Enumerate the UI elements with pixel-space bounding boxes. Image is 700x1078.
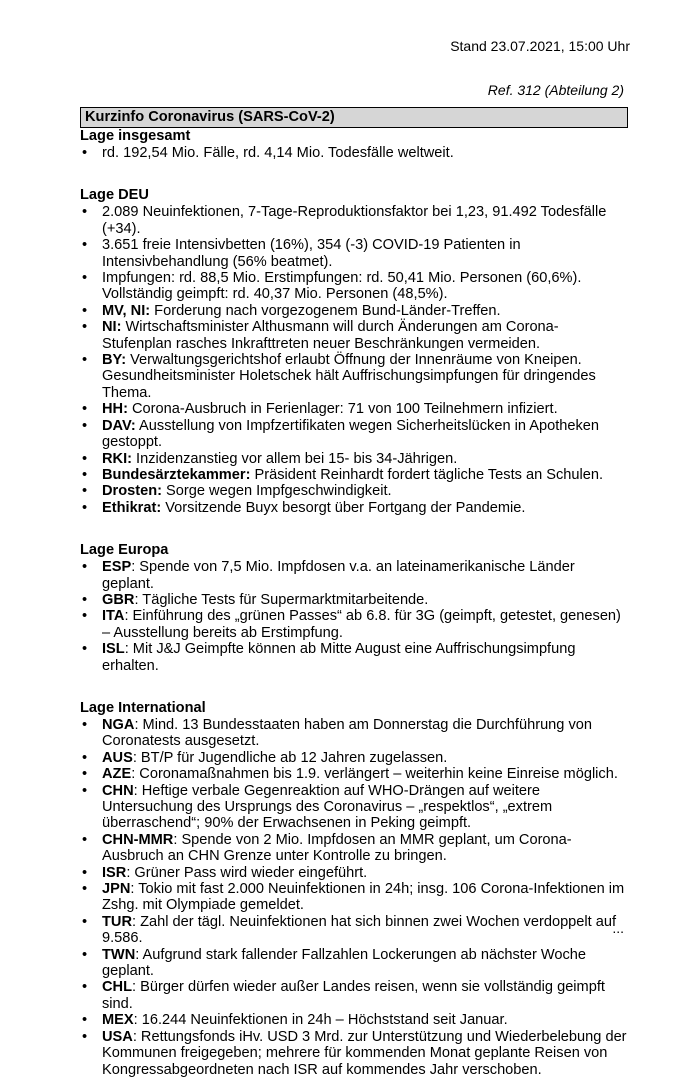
bullet-icon: •: [82, 466, 88, 483]
list-item: [80, 467, 628, 483]
bullet-icon: •: [82, 749, 88, 766]
bullet-icon: •: [82, 864, 88, 881]
item-text: : Spende von 2 Mio. Impfdosen an MMR geplant, um Corona-Ausbruch an CHN Grenze unter Kontrolle zu bringen.: [102, 831, 572, 865]
item-key: USA: [102, 1028, 133, 1045]
bullet-icon: •: [82, 483, 88, 500]
list-item: [80, 783, 628, 832]
bullet-icon: •: [82, 591, 88, 608]
section-heading: Lage insgesamt: [80, 128, 191, 144]
list-item: [80, 865, 628, 881]
item-text: : Heftige verbale Gegenreaktion auf WHO-Drängen auf weitere Untersuchung des Ursprungs des Coronavirus – „respektlos“, „extrem überraschend“; 90% der Erwachsenen in Peking geimpft.: [102, 782, 553, 832]
bullet-icon: •: [82, 204, 88, 221]
bullet-icon: •: [82, 352, 88, 369]
item-text: Corona-Ausbruch in Ferienlager: 71 von 100 Teilnehmern infiziert.: [127, 401, 558, 418]
continuation-marker: ...: [612, 920, 624, 936]
bullet-list: [80, 717, 628, 1078]
item-text: Präsident Reinhardt fordert tägliche Tests an Schulen.: [250, 466, 604, 483]
item-key: ISL: [102, 641, 125, 658]
list-item: [80, 303, 628, 319]
list-item: [80, 914, 628, 947]
bullet-icon: •: [82, 1028, 88, 1045]
item-text: : Aufgrund stark fallender Fallzahlen Lockerungen ab nächster Woche geplant.: [102, 946, 587, 980]
section: [80, 187, 628, 516]
bullet-icon: •: [82, 450, 88, 467]
bullet-icon: •: [82, 401, 88, 418]
section-heading: Lage International: [80, 699, 206, 716]
bullet-icon: •: [82, 979, 88, 996]
item-key: ITA: [102, 608, 125, 625]
bullet-icon: •: [82, 913, 88, 930]
item-text: : Tägliche Tests für Supermarktmitarbeitende.: [134, 591, 429, 608]
list-item: [80, 832, 628, 865]
section-heading: Lage DEU: [80, 187, 149, 204]
item-key: CHN-MMR: [102, 831, 174, 848]
item-text: Vorsitzende Buyx besorgt über Fortgang der Pandemie.: [161, 499, 526, 516]
item-text: : Coronamaßnahmen bis 1.9. verlängert – weiterhin keine Einreise möglich.: [131, 766, 618, 783]
list-item: [80, 319, 628, 352]
item-text: 3.651 freie Intensivbetten (16%), 354 (-3) COVID-19 Patienten in Intensivbehandlung (56% beatmet).: [102, 237, 521, 270]
item-key: AUS: [102, 749, 133, 766]
list-item: [80, 717, 628, 750]
section-spacer: [80, 516, 628, 542]
item-text: Wirtschaftsminister Althusmann will durch Änderungen am Corona-Stufenplan rasches Inkrafttreten neuer Beschränkungen vermeiden.: [102, 319, 559, 352]
item-text: : Spende von 7,5 Mio. Impfdosen v.a. an lateinamerikanische Länder geplant.: [102, 559, 575, 592]
bullet-icon: •: [82, 302, 88, 319]
list-item: [80, 947, 628, 980]
list-item: [80, 483, 628, 499]
bullet-list: [80, 204, 628, 516]
item-text: : 16.244 Neuinfektionen in 24h – Höchststand seit Januar.: [133, 1012, 508, 1029]
bullet-list: [80, 145, 628, 161]
reference-label: Ref. 312 (Abteilung 2): [487, 82, 624, 98]
list-item: [80, 352, 628, 401]
section: [80, 128, 628, 161]
item-key: TWN: [102, 946, 136, 963]
item-key: DAV:: [102, 417, 136, 434]
bullet-icon: •: [82, 831, 88, 848]
section-spacer: [80, 161, 628, 187]
list-item: [80, 237, 628, 270]
item-key: Ethikrat:: [102, 499, 162, 516]
list-item: [80, 145, 628, 161]
bullet-icon: •: [82, 145, 88, 161]
list-item: [80, 750, 628, 766]
item-text: : Einführung des „grünen Passes“ ab 6.8. für 3G (geimpft, getestet, genesen) – Ausstellung bereits ab Erstimpfung.: [102, 608, 621, 641]
document-body: [80, 107, 628, 1078]
item-key: Drosten:: [102, 483, 162, 500]
bullet-icon: •: [82, 1012, 88, 1029]
bullet-icon: •: [82, 946, 88, 963]
bullet-icon: •: [82, 270, 88, 287]
list-item: [80, 766, 628, 782]
item-text: 2.089 Neuinfektionen, 7-Tage-Reproduktionsfaktor bei 1,23, 91.492 Todesfälle (+34).: [102, 204, 607, 237]
item-key: ISR: [102, 864, 127, 881]
item-key: ESP: [102, 559, 132, 576]
item-text: Inzidenzanstieg vor allem bei 15- bis 34-Jährigen.: [132, 450, 458, 467]
section-heading: Lage Europa: [80, 542, 169, 559]
list-item: [80, 500, 628, 516]
bullet-icon: •: [82, 782, 88, 799]
list-item: [80, 1012, 628, 1028]
bullet-icon: •: [82, 499, 88, 516]
item-key: BY:: [102, 352, 127, 369]
item-key: Bundesärztekammer:: [102, 466, 251, 483]
item-text: : Tokio mit fast 2.000 Neuinfektionen in 24h; insg. 106 Corona-Infektionen im Zshg. mit Olympiade gemeldet.: [102, 881, 625, 914]
item-key: GBR: [102, 591, 135, 608]
item-text: Verwaltungsgerichtshof erlaubt Öffnung der Innenräume von Kneipen. Gesundheitsminister Holetschek hält Auffrischungsimpfungen für dringendes Thema.: [102, 352, 596, 401]
bullet-icon: •: [82, 641, 88, 658]
stand-date: Stand 23.07.2021, 15:00 Uhr: [450, 38, 630, 54]
bullet-icon: •: [82, 559, 88, 576]
item-key: NGA: [102, 716, 135, 733]
section: [80, 700, 628, 1078]
bullet-list: [80, 559, 628, 674]
item-key: CHN: [102, 782, 134, 799]
list-item: [80, 608, 628, 641]
item-text: rd. 192,54 Mio. Fälle, rd. 4,14 Mio. Todesfälle weltweit.: [102, 145, 454, 161]
bullet-icon: •: [82, 237, 88, 254]
item-key: CHL: [102, 979, 132, 996]
item-text: : Zahl der tägl. Neuinfektionen hat sich binnen zwei Wochen verdoppelt auf 9.586.: [102, 913, 617, 947]
item-text: : Grüner Pass wird wieder eingeführt.: [126, 864, 368, 881]
bullet-icon: •: [82, 608, 88, 625]
sections-container: [80, 128, 628, 1078]
bullet-icon: •: [82, 716, 88, 733]
item-text: : Mit J&J Geimpfte können ab Mitte August eine Auffrischungsimpfung erhalten.: [102, 641, 576, 674]
item-text: : BT/P für Jugendliche ab 12 Jahren zugelassen.: [132, 749, 448, 766]
list-item: [80, 418, 628, 451]
list-item: [80, 881, 628, 914]
item-key: RKI:: [102, 450, 132, 467]
document-title: Kurzinfo Coronavirus (SARS-CoV-2): [80, 107, 628, 128]
bullet-icon: •: [82, 417, 88, 434]
list-item: [80, 401, 628, 417]
item-text: Forderung nach vorgezogenem Bund-Länder-Treffen.: [150, 302, 501, 319]
item-text: : Mind. 13 Bundesstaaten haben am Donnerstag die Durchführung von Coronatests ausgesetzt.: [102, 716, 593, 750]
item-key: HH:: [102, 401, 128, 418]
bullet-icon: •: [82, 319, 88, 336]
item-key: MV, NI:: [102, 302, 151, 319]
bullet-icon: •: [82, 766, 88, 783]
list-item: [80, 979, 628, 1012]
item-text: Impfungen: rd. 88,5 Mio. Erstimpfungen: rd. 50,41 Mio. Personen (60,6%). Vollständig geimpft: rd. 40,37 Mio. Personen (48,5%).: [102, 270, 582, 303]
item-key: NI:: [102, 319, 122, 336]
list-item: [80, 592, 628, 608]
list-item: [80, 559, 628, 592]
item-key: AZE: [102, 766, 132, 783]
section: [80, 542, 628, 674]
item-text: : Rettungsfonds iHv. USD 3 Mrd. zur Unterstützung und Wiederbelebung der Kommunen freigegeben; mehrere für kommenden Monat geplante Reisen von Kongressabgeordneten nach ISR auf kommendes Jahr verschoben.: [102, 1028, 627, 1078]
list-item: [80, 451, 628, 467]
item-text: Ausstellung von Impfzertifikaten wegen Sicherheitslücken in Apotheken gestoppt.: [102, 417, 600, 451]
list-item: [80, 1029, 628, 1078]
section-spacer: [80, 674, 628, 700]
list-item: [80, 641, 628, 674]
bullet-icon: •: [82, 881, 88, 898]
item-key: TUR: [102, 913, 132, 930]
list-item: [80, 270, 628, 303]
item-text: : Bürger dürfen wieder außer Landes reisen, wenn sie vollständig geimpft sind.: [102, 979, 605, 1012]
list-item: [80, 204, 628, 237]
item-key: MEX: [102, 1012, 134, 1029]
item-key: JPN: [102, 881, 131, 898]
item-text: Sorge wegen Impfgeschwindigkeit.: [162, 483, 392, 500]
